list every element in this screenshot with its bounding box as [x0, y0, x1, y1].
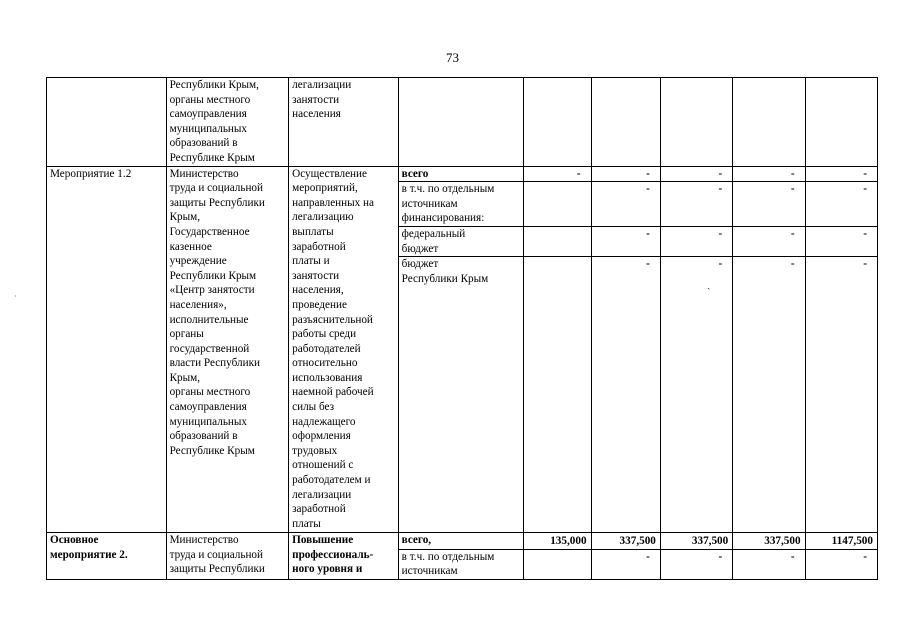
cell-value: -: [733, 226, 805, 256]
cell-executor: Министерство труда и социальной защиты Республики Крым, Государственное казенное учреждение Республики Крым «Центр занятости населения», исполнительные органы государственной власти Республики Крым, органы местного самоуправления муниципальных образований в Республике Крым: [166, 166, 289, 533]
cell-value: 337,500: [591, 533, 660, 550]
scan-mark: ˏ: [707, 279, 711, 290]
cell-description: легализации занятости населения: [289, 78, 399, 167]
cell-value: [660, 78, 732, 167]
cell-value: -: [805, 257, 877, 533]
cell-source: [398, 78, 524, 167]
cell-source: в т.ч. по отдельным источникам: [398, 549, 524, 579]
cell-value: -: [733, 549, 805, 579]
cell-executor: Министерство труда и социальной защиты Республики: [166, 533, 289, 580]
cell-value: -: [660, 226, 732, 256]
cell-value: [524, 226, 591, 256]
cell-executor: Республики Крым, органы местного самоуправления муниципальных образований в Республике Крым: [166, 78, 289, 167]
cell-value: -: [524, 166, 591, 182]
cell-value: [805, 78, 877, 167]
cell-source: бюджет Республики Крым: [398, 257, 524, 533]
cell-value: [591, 78, 660, 167]
cell-value: -: [660, 166, 732, 182]
cell-value: -: [660, 182, 732, 227]
cell-value: -: [805, 166, 877, 182]
cell-activity: Мероприятие 1.2: [47, 166, 167, 533]
cell-value: -: [591, 549, 660, 579]
table-row: [47, 78, 878, 167]
cell-source: федеральный бюджет: [398, 226, 524, 256]
cell-value: -: [733, 182, 805, 227]
cell-value: 135,000: [524, 533, 591, 550]
cell-source: всего,: [398, 533, 524, 550]
cell-value: 337,500: [660, 533, 732, 550]
cell-value: -: [591, 226, 660, 256]
cell-value: [524, 78, 591, 167]
cell-value: -: [591, 166, 660, 182]
cell-value: 1147,500: [805, 533, 877, 550]
page-number: 73: [446, 50, 459, 65]
cell-value: [524, 257, 591, 533]
scan-speck: ·: [14, 292, 17, 301]
cell-value: -: [805, 182, 877, 227]
cell-source: в т.ч. по отдельным источникам финансирования:: [398, 182, 524, 227]
cell-activity: Основное мероприятие 2.: [47, 533, 167, 580]
cell-value: -: [733, 166, 805, 182]
program-table: [46, 77, 878, 580]
cell-value: [733, 78, 805, 167]
cell-value: -: [660, 257, 732, 533]
table-row: [47, 166, 878, 182]
cell-value: -: [805, 226, 877, 256]
table-row: [47, 533, 878, 550]
cell-value: -: [591, 182, 660, 227]
cell-activity: [47, 78, 167, 167]
cell-value: -: [591, 257, 660, 533]
cell-value: [524, 182, 591, 227]
cell-value: -: [733, 257, 805, 533]
cell-value: 337,500: [733, 533, 805, 550]
cell-value: -: [660, 549, 732, 579]
cell-description: Повышение профессиональ- ного уровня и: [289, 533, 399, 580]
cell-value: [524, 549, 591, 579]
cell-source: всего: [398, 166, 524, 182]
cell-value: -: [805, 549, 877, 579]
cell-description: Осуществление мероприятий, направленных на легализацию выплаты заработной платы и занятости населения, проведение разъяснительной работы среди работодателей относительно использования наемной рабочей силы без надлежащего оформления трудовых отношений с работодателем и легализации заработной платы: [289, 166, 399, 533]
